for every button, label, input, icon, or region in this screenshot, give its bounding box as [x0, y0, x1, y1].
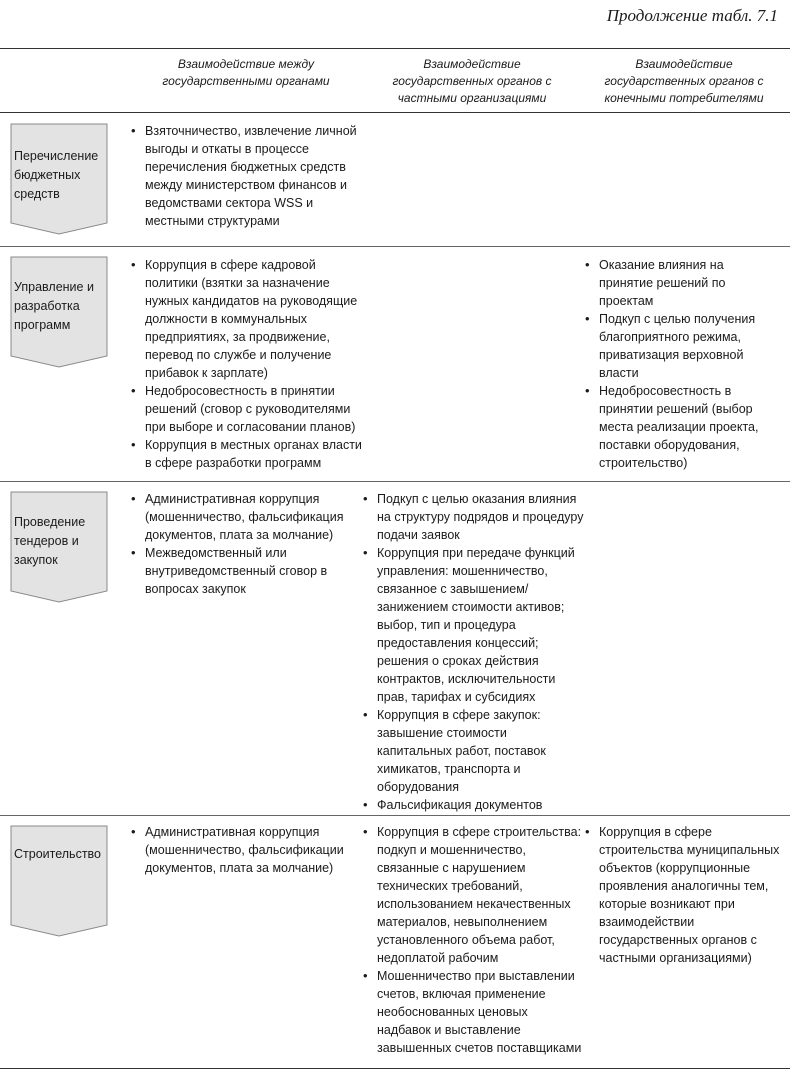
- list-item: • Подкуп с целью получения благоприятного режима, приватизация верховной власти: [584, 310, 780, 382]
- stage-tag-management: [10, 256, 108, 368]
- list-item: • Подкуп с целью оказания влияния на структуру подрядов и процедуру подачи заявок: [362, 490, 584, 544]
- row-tenders-col2: [362, 490, 584, 814]
- list-item: • Коррупция в сфере строительства муниципальных объектов (коррупционные проявления аналогичны тем, которые возникают при взаимодействии государственных органов с частными организациями): [584, 823, 780, 967]
- list-item: • Коррупция в сфере закупок: завышение стоимости капитальных работ, поставок химикатов, транспорта и оборудования: [362, 706, 584, 796]
- row-divider: [0, 246, 790, 247]
- list-item: • Мошенничество при выставлении счетов, включая применение необоснованных ценовых надбавок и выставление завышенных счетов поставщиками: [362, 967, 584, 1057]
- list-item: • Административная коррупция (мошенничество, фальсификации документов, плата за молчание): [130, 823, 362, 877]
- list-item: • Коррупция при передаче функций управления: мошенничество, связанное с завышением/занижением стоимости активов; выбор, тип и процедура предоставления концессий; решения о сроках действия контрактов, исключительности прав, тарифах и субсидиях: [362, 544, 584, 706]
- row-management-col3: [584, 256, 780, 472]
- table-bottom-rule: [0, 1068, 790, 1069]
- row-budget-col1: [130, 122, 362, 230]
- row-construction-col2: [362, 823, 584, 1057]
- row-management-col1: [130, 256, 362, 472]
- list-item: • Административная коррупция (мошенничество, фальсификация документов, плата за молчание): [130, 490, 362, 544]
- row-divider: [0, 815, 790, 816]
- column-header-private: Взаимодействие государственных органов с частными организациями: [392, 57, 552, 105]
- row-divider: [0, 481, 790, 482]
- list-item: • Взяточничество, извлечение личной выгоды и откаты в процессе перечисления бюджетных средств между министерством финансов и ведомствами сектора WSS и местными структурами: [130, 122, 362, 230]
- row-tenders-col1: [130, 490, 362, 598]
- column-header-consumers: Взаимодействие государственных органов с конечными потребителями: [604, 57, 764, 105]
- stage-label: Управление и разработка программ: [14, 280, 94, 332]
- list-item: • Коррупция в сфере строительства: подкуп и мошенничество, связанные с нарушением технических требований, использованием некачественных материалов, невыполнением установленного объема работ, недоплатой рабочим: [362, 823, 584, 967]
- chevron-arrow-icon: [10, 825, 108, 937]
- stage-tag-budget: [10, 123, 108, 235]
- list-item: • Межведомственный или внутриведомственный сговор в вопросах закупок: [130, 544, 362, 598]
- list-item: • Коррупция в сфере кадровой политики (взятки за назначение нужных кандидатов на руководящие должности в коммунальных предприятиях, за продвижение, перевод по службе и получение прибавок к зарплате): [130, 256, 362, 382]
- list-item: • Недобросовестность в принятии решений (сговор с руководителями при выборе и согласовании планов): [130, 382, 362, 436]
- header-rule: [0, 112, 790, 113]
- stage-label: Перечисление бюджетных средств: [14, 149, 99, 201]
- row-construction-col1: [130, 823, 362, 877]
- table-caption: Продолжение табл. 7.1: [606, 6, 778, 25]
- list-item: • Коррупция в местных органах власти в сфере разработки программ: [130, 436, 362, 472]
- stage-label: Проведение тендеров и закупок: [14, 515, 86, 567]
- stage-tag-tenders: [10, 491, 108, 603]
- list-item: • Недобросовестность в принятии решений (выбор места реализации проекта, поставки оборудования, строительство): [584, 382, 780, 472]
- table-top-rule: [0, 48, 790, 49]
- list-item: • Оказание влияния на принятие решений по проектам: [584, 256, 780, 310]
- row-construction-col3: [584, 823, 780, 967]
- stage-label: Строительство: [14, 847, 101, 861]
- stage-tag-construction: [10, 825, 108, 937]
- list-item: • Фальсификация документов: [362, 796, 584, 814]
- column-header-government: Взаимодействие между государственными органами: [162, 57, 330, 88]
